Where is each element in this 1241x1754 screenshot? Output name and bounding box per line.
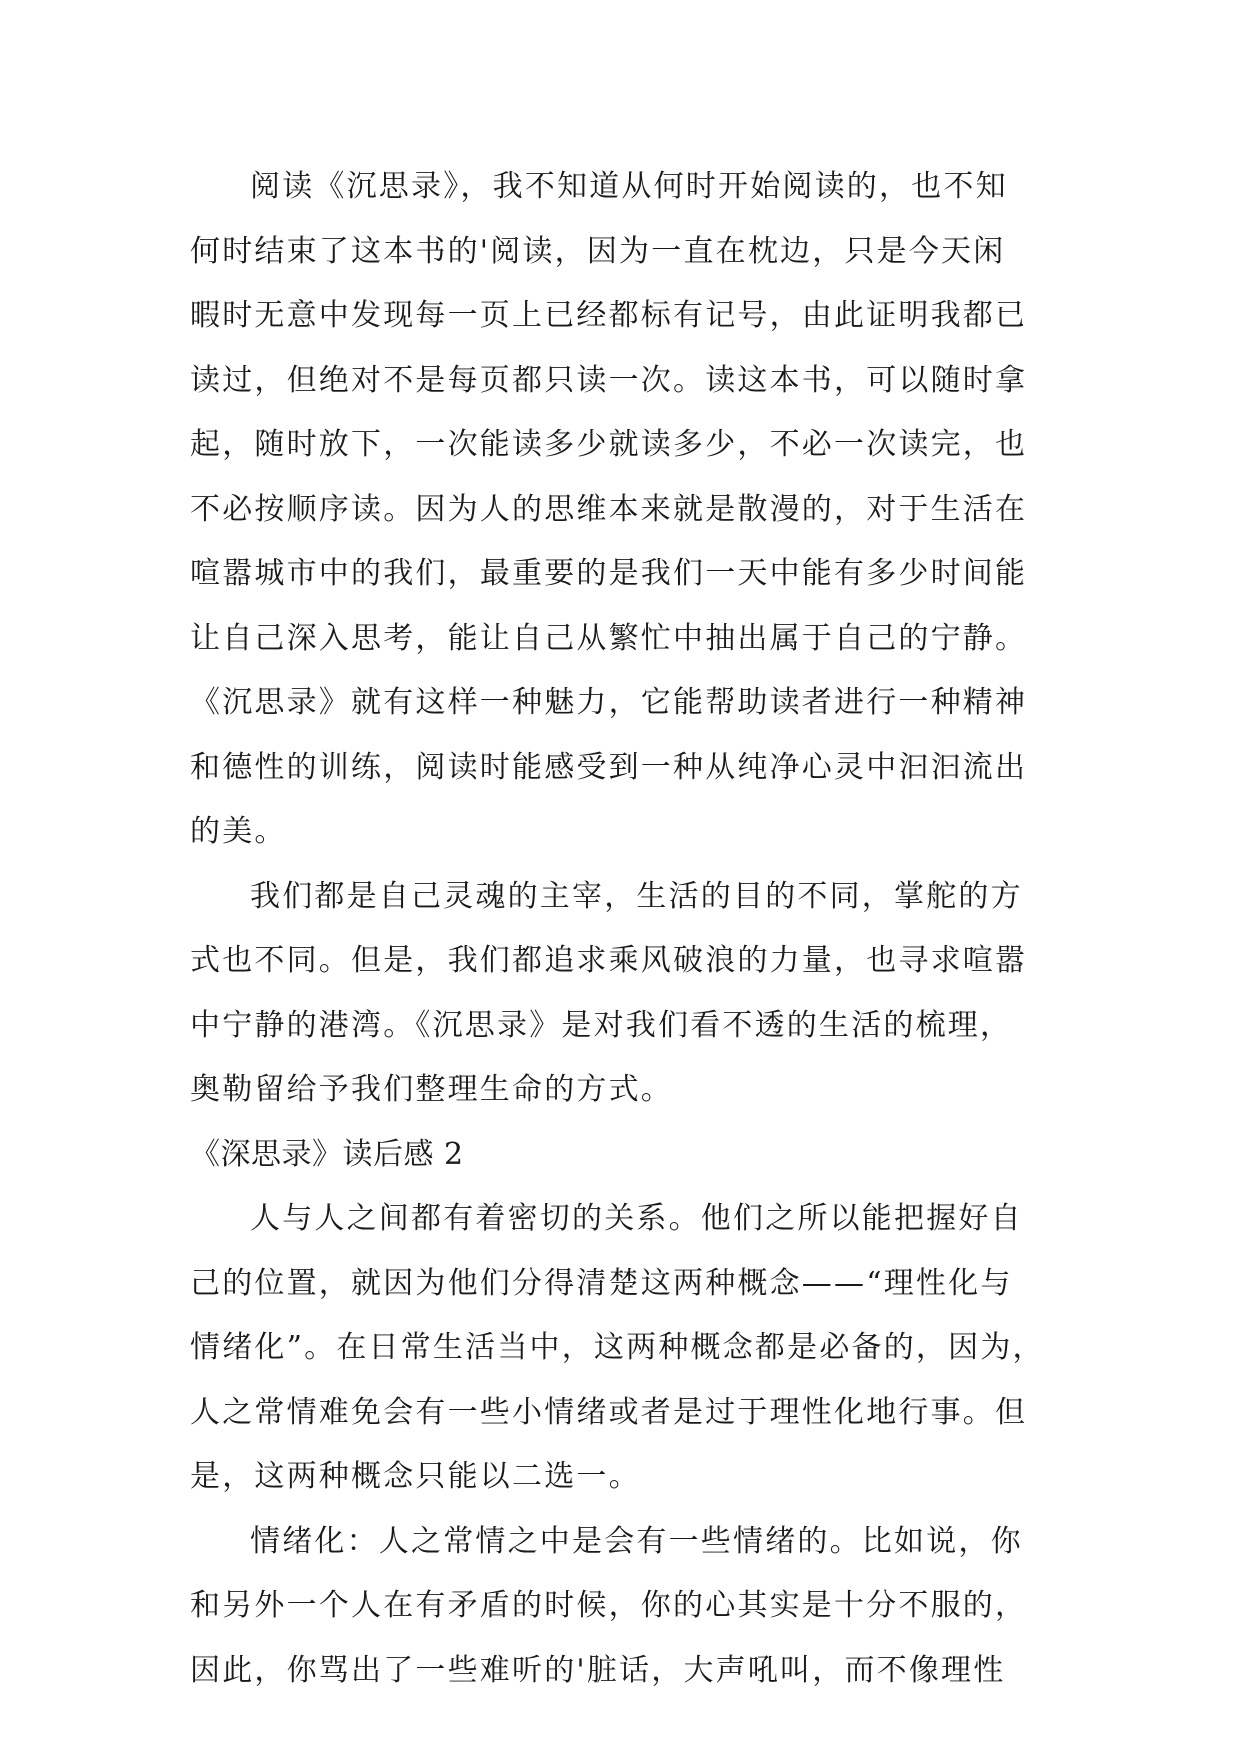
paragraph	[190, 865, 1060, 1123]
text-line: 因此，你骂出了一些难听的'脏话，大声吼叫，而不像理性	[190, 1652, 1006, 1688]
paragraph	[190, 1510, 1060, 1704]
text-line: 中宁静的港湾。《沉思录》是对我们看不透的生活的梳理，	[190, 1007, 1013, 1043]
text-line: 己的位置，就因为他们分得清楚这两种概念——“理性化与	[190, 1265, 1013, 1301]
text-line: 的美。	[190, 814, 287, 849]
text-line: 暇时无意中发现每一页上已经都标有记号，由此证明我都已	[190, 298, 1028, 333]
text-line: 奥勒留给予我们整理生命的方式。	[190, 1072, 673, 1107]
text-line: 情绪化：人之常情之中是会有一些情绪的。比如说，你	[250, 1523, 1023, 1559]
text-line: 式也不同。但是，我们都追求乘风破浪的力量，也寻求喧嚣	[190, 943, 1028, 978]
paragraph	[190, 1187, 1060, 1510]
text-line: 让自己深入思考，能让自己从繁忙中抽出属于自己的宁静。	[190, 620, 1028, 656]
text-line: 和德性的训练，阅读时能感受到一种从纯净心灵中汩汩流出	[190, 749, 1028, 785]
text-line: 喧嚣城市中的我们，最重要的是我们一天中能有多少时间能	[190, 556, 1028, 591]
text-line: 情绪化”。在日常生活当中，这两种概念都是必备的，因为，	[190, 1330, 1045, 1365]
text-line: 起，随时放下，一次能读多少就读多少，不必一次读完，也	[190, 427, 1028, 462]
text-line: 《沉思录》就有这样一种魅力，它能帮助读者进行一种精神	[190, 685, 1028, 720]
text-line: 不必按顺序读。因为人的思维本来就是散漫的，对于生活在	[190, 491, 1028, 527]
text-line: 阅读《沉思录》，我不知道从何时开始阅读的，也不知	[250, 169, 1008, 204]
text-line: 是，这两种概念只能以二选一。	[190, 1459, 641, 1494]
section-heading: 《深思录》读后感 2	[190, 1136, 464, 1172]
text-line: 人与人之间都有着密切的关系。他们之所以能把握好自	[250, 1201, 1023, 1236]
paragraph	[190, 155, 1060, 865]
document-body	[190, 155, 1060, 1703]
text-line: 何时结束了这本书的'阅读，因为一直在枕边，只是今天闲	[190, 233, 1006, 269]
text-line: 人之常情难免会有一些小情绪或者是过于理性化地行事。但	[190, 1394, 1028, 1430]
text-line: 读过，但绝对不是每页都只读一次。读这本书，可以随时拿	[190, 362, 1028, 398]
text-line: 我们都是自己灵魂的主宰，生活的目的不同，掌舵的方	[250, 878, 1023, 914]
text-line: 和另外一个人在有矛盾的时候，你的心其实是十分不服的，	[190, 1588, 1028, 1623]
